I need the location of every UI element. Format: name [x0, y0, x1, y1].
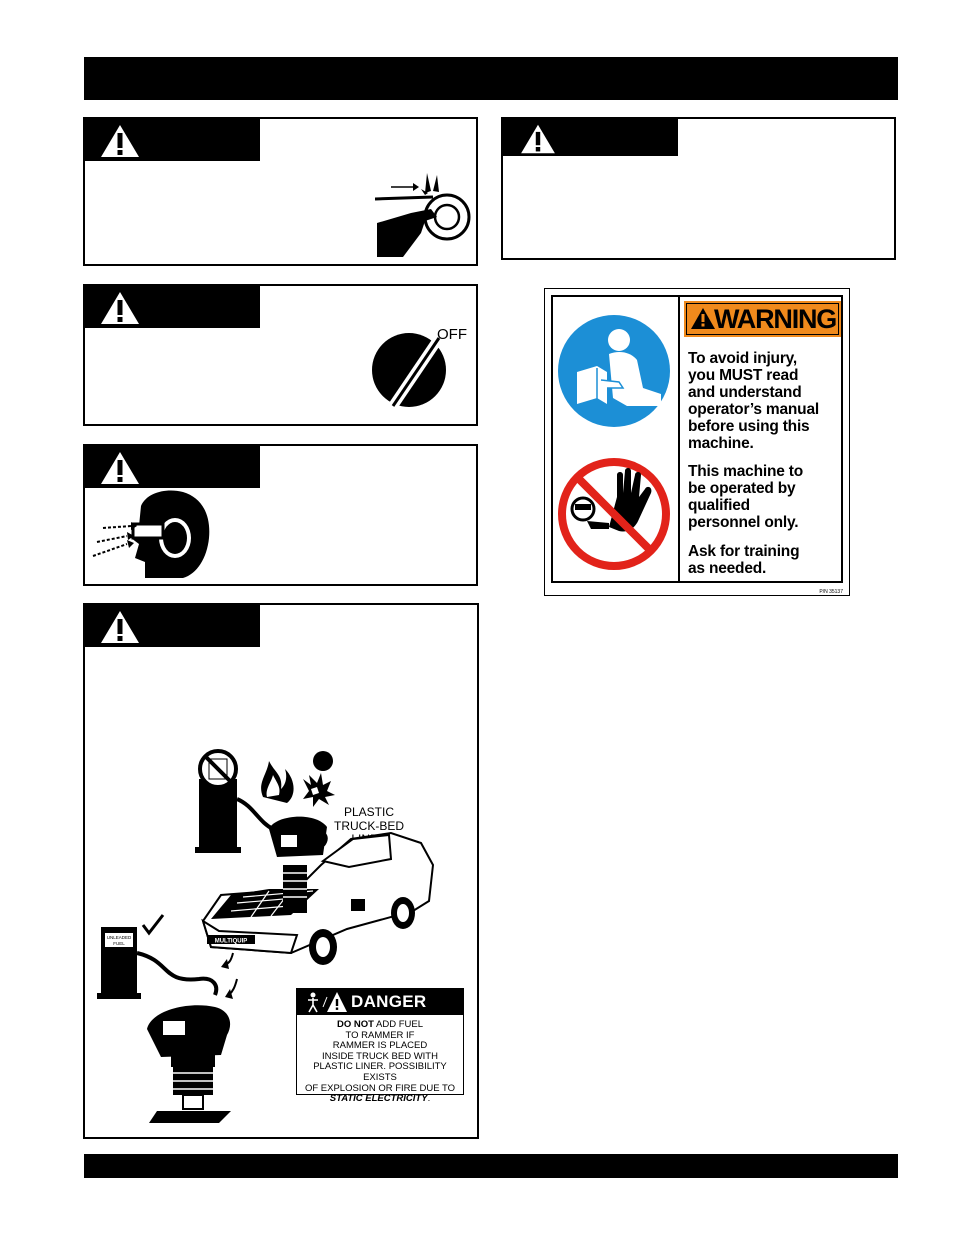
danger-line-5: PLASTIC LINER. POSSIBILITY EXISTS [313, 1061, 447, 1083]
warning-line: be operated by [688, 480, 796, 497]
read-manual-icon [557, 314, 671, 428]
warning-triangle-icon [99, 123, 141, 159]
warning-line: qualified [688, 497, 750, 514]
panel-header-tab [85, 446, 260, 488]
warning-line: operator’s manual [688, 401, 819, 418]
warning-text-block-3 [688, 543, 799, 577]
check-mark-icon [143, 915, 163, 933]
truck-brand-label: MULTIQUIP [214, 938, 248, 945]
danger-line-7-end: . [427, 1093, 431, 1105]
warning-line: This machine to [688, 463, 803, 480]
warning-decal-border [551, 295, 843, 583]
switch-off-panel [83, 284, 478, 426]
danger-line-4: INSIDE TRUCK BED WITH [322, 1050, 438, 1062]
danger-line-3: RAMMER IS PLACED [332, 1040, 428, 1052]
danger-line-6: OF EXPLOSION OR FIRE DUE TO [304, 1082, 456, 1094]
warning-line: Ask for training [688, 543, 800, 560]
protective-gear-icon [87, 486, 217, 582]
off-label: OFF [437, 326, 467, 343]
danger-lead: DO NOT [336, 1019, 374, 1030]
warning-line: as needed. [688, 560, 767, 577]
warning-text-block-2 [688, 463, 803, 531]
hand-entanglement-icon [375, 169, 471, 259]
danger-title: DANGER [351, 992, 427, 1011]
warning-line: and understand [688, 384, 802, 401]
panel-header-tab [85, 605, 260, 647]
warning-line: before using this [688, 418, 810, 435]
part-number: P/N 35137 [819, 589, 843, 595]
danger-decal [296, 988, 464, 1105]
panel-header-tab [85, 286, 260, 328]
pump-label-line2: FUEL [113, 941, 125, 946]
danger-line-2: TO RAMMER IF [345, 1029, 415, 1041]
prohibited-untrained-operator-icon [557, 457, 671, 571]
danger-message [301, 1020, 459, 1105]
panel-header-tab [85, 119, 260, 161]
panel-header-tab [503, 119, 678, 156]
warning-triangle-icon [99, 290, 141, 326]
approved-fuel-pump-icon [97, 915, 216, 999]
warning-alert-icon [690, 307, 716, 330]
header-bar [84, 57, 898, 100]
entanglement-hazard-panel [83, 117, 478, 266]
warning-line: personnel only. [688, 514, 799, 531]
warning-line: To avoid injury, [688, 350, 798, 367]
pump-label-line1: UNLEADED [106, 935, 132, 940]
rammer-on-ground-illustration [147, 1005, 231, 1123]
warning-text-block-1 [688, 350, 819, 452]
danger-line-1: ADD FUEL [373, 1019, 424, 1030]
warning-title: WARNING [714, 304, 837, 334]
safety-alert-icons [303, 991, 347, 1013]
liner-label-line1: PLASTIC [343, 805, 395, 819]
warning-triangle-icon [99, 609, 141, 645]
eye-ear-protection-panel [83, 444, 478, 586]
warning-triangle-icon [99, 450, 141, 486]
warning-header [684, 301, 841, 337]
footer-bar [84, 1154, 898, 1178]
fire-explosion-icon [261, 751, 335, 807]
liner-label-line2: TRUCK-BED [333, 819, 405, 833]
warning-line: you MUST read [688, 367, 799, 384]
warning-triangle-icon [517, 123, 559, 155]
warning-decal [544, 288, 850, 596]
danger-line-7: STATIC ELECTRICITY [329, 1093, 428, 1105]
danger-header [297, 989, 463, 1015]
warning-line: machine. [688, 435, 754, 452]
general-warning-panel [501, 117, 896, 260]
